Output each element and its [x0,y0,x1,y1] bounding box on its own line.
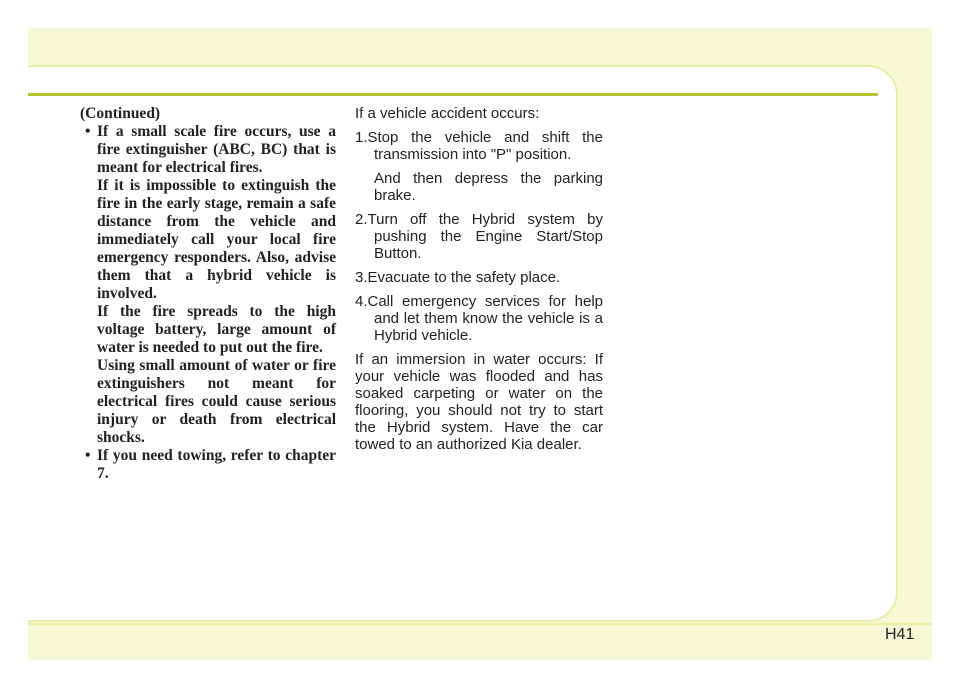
left-column [80,105,336,483]
paragraph-early-stage: If it is impossible to extinguish the fire in the early stage, remain a safe distance from the vehicle and immediately call your local fire emergency responders. Also, advise them that a hybrid vehicle is involved. [97,177,336,302]
footer-rule [28,623,932,625]
header-rule [28,93,878,96]
step-2: 2.Turn off the Hybrid system by pushing the Engine Start/Stop Button. [355,211,603,262]
page-number: H41 [885,626,915,643]
bullet-dot-icon: • [85,123,91,140]
step-1-sub: And then depress the parking brake. [374,170,603,204]
step-3: 3.Evacuate to the safety place. [355,269,561,286]
bullet-dot-icon: • [85,447,91,464]
paragraph-small-water: Using small amount of water or fire extinguishers not meant for electrical fires could cause serious injury or death from electrical shocks. [97,357,336,446]
bullet-towing: • If you need towing, refer to chapter 7. [85,447,336,482]
bullet-fire-extinguisher: • If a small scale fire occurs, use a fire extinguisher (ABC, BC) that is meant for electrical fires. [85,123,336,176]
step-4: 4.Call emergency services for help and let them know the vehicle is a Hybrid vehicle. [355,293,603,344]
paragraph-high-voltage: If the fire spreads to the high voltage battery, large amount of water is needed to put out the fire. [97,303,336,356]
immersion-paragraph: If an immersion in water occurs: If your vehicle was flooded and has soaked carpeting or water on the flooring, you should not try to start the Hybrid system. Have the car towed to an authorized Kia dealer. [355,351,603,453]
right-column [355,105,603,460]
accident-intro: If a vehicle accident occurs: [355,105,540,122]
continued-label: (Continued) [80,105,161,122]
step-1: 1.Stop the vehicle and shift the transmission into "P" position. [355,129,603,163]
